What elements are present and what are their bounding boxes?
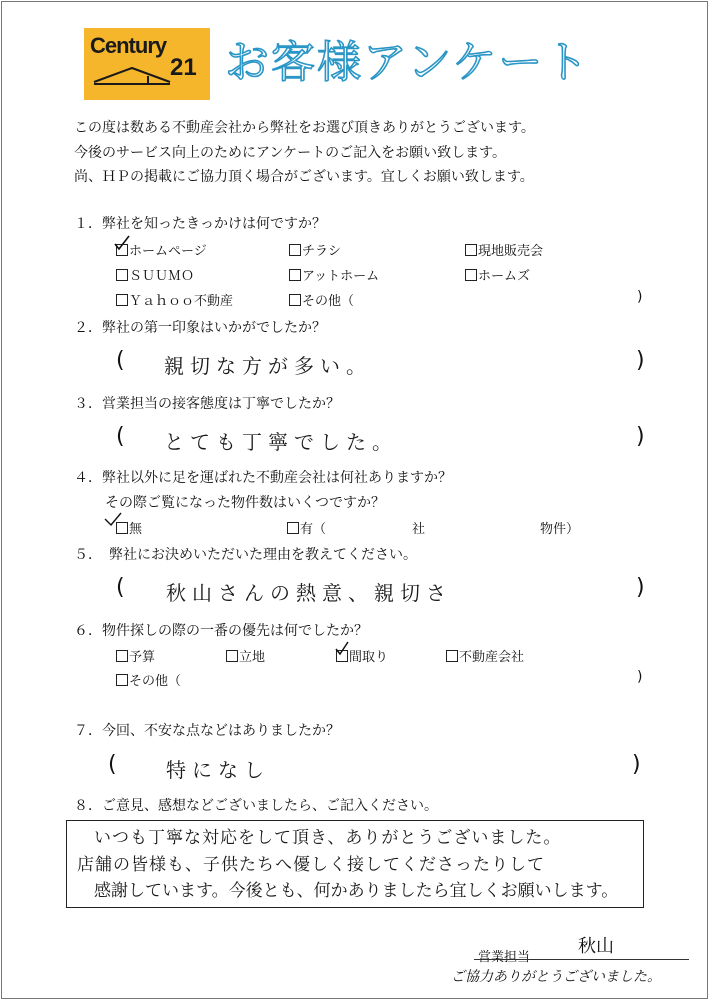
house-roof-icon xyxy=(92,64,172,86)
checkbox[interactable] xyxy=(226,650,238,662)
comment-line-3: 感謝しています。今後とも、何かありましたら宜しくお願いします。 xyxy=(94,881,619,901)
q1-option-flyer[interactable]: チラシ xyxy=(289,240,341,259)
checkmark-icon xyxy=(103,511,123,527)
intro-line-1: この度は数ある不動産会社から弊社をお選び頂きありがとうございます。 xyxy=(74,120,535,136)
q2-open-paren: ( xyxy=(116,348,125,373)
intro-line-2: 今後のサービス向上のためにアンケートのご記入をお願い致します。 xyxy=(74,145,507,161)
comment-line-2: 店舗の皆様も、子供たちへ優しく接してくださったりして xyxy=(77,855,545,875)
q1-option-open-house[interactable]: 現地販売会 xyxy=(465,240,543,259)
q5-answer[interactable]: 秋山さんの熱意、親切さ xyxy=(166,581,452,605)
q1-close-paren: ) xyxy=(637,289,643,305)
q4-option-yes[interactable]: 有（ xyxy=(287,518,326,537)
checkmark-icon xyxy=(113,234,131,252)
q4-property-unit: 物件） xyxy=(540,522,580,537)
rep-label: 営業担当 xyxy=(478,950,531,965)
century21-logo xyxy=(84,28,210,100)
q3-question: ３．営業担当の接客態度は丁寧でしたか？ xyxy=(74,396,340,412)
checkbox[interactable] xyxy=(289,269,301,281)
intro-line-3: 尚、ＨＰの掲載にご協力頂く場合がございます。宜しくお願い致します。 xyxy=(74,169,534,185)
q6-option-other[interactable]: その他（ xyxy=(116,670,181,689)
q8-question: ８．ご意見、感想などございましたら、ご記入ください。 xyxy=(74,798,438,814)
checkbox[interactable] xyxy=(116,294,128,306)
q4-question-2: その際ご覧になった物件数はいくつですか？ xyxy=(105,495,385,511)
q3-answer[interactable]: とても丁寧でした。 xyxy=(164,430,398,454)
q1-option-athome[interactable]: アットホーム xyxy=(289,265,379,284)
logo-word: Century xyxy=(90,33,167,58)
q1-option-homes[interactable]: ホームズ xyxy=(465,265,530,284)
q6-option-company[interactable]: 不動産会社 xyxy=(446,646,524,665)
page-title: お客様アンケート xyxy=(225,37,591,88)
checkbox[interactable] xyxy=(116,269,128,281)
q1-question: １．弊社を知ったきっかけは何ですか？ xyxy=(74,216,326,232)
checkbox[interactable] xyxy=(116,674,128,686)
q6-option-floorplan[interactable]: 間取り xyxy=(336,646,388,665)
logo-number: 21 xyxy=(170,54,197,81)
q5-open-paren: ( xyxy=(116,575,125,600)
checkbox[interactable] xyxy=(446,650,458,662)
q4-option-none[interactable]: 無 xyxy=(116,518,142,537)
q1-option-other[interactable]: その他（ xyxy=(289,290,354,309)
q2-answer[interactable]: 親切な方が多い。 xyxy=(164,354,372,378)
rep-signature: 秋山 xyxy=(578,936,614,957)
q2-question: ２．弊社の第一印象はいかがでしたか？ xyxy=(74,320,326,336)
q6-question: ６．物件探しの際の一番の優先は何でしたか？ xyxy=(74,623,368,639)
q4-question: ４．弊社以外に足を運ばれた不動産会社は何社ありますか？ xyxy=(74,470,452,486)
checkmark-icon xyxy=(334,640,350,656)
checkbox[interactable] xyxy=(465,244,477,256)
q5-question: ５． 弊社にお決めいただいた理由を教えてください。 xyxy=(74,547,417,563)
comment-line-1: いつも丁寧な対応をして頂き、ありがとうございました。 xyxy=(94,828,562,848)
q1-option-suumo[interactable]: ＳＵＵＭＯ xyxy=(116,265,194,284)
checkbox[interactable] xyxy=(116,650,128,662)
checkbox[interactable] xyxy=(465,269,477,281)
checkbox[interactable] xyxy=(287,522,299,534)
q7-close-paren: ) xyxy=(632,752,641,777)
q1-option-yahoo[interactable]: Ｙａｈｏｏ不動産 xyxy=(116,290,233,309)
q6-option-location[interactable]: 立地 xyxy=(226,646,265,665)
rep-underline xyxy=(474,959,689,960)
checkbox[interactable] xyxy=(289,244,301,256)
q7-open-paren: ( xyxy=(108,752,117,777)
q3-open-paren: ( xyxy=(116,424,125,449)
q1-option-homepage[interactable]: ホームページ xyxy=(116,240,207,259)
q7-answer[interactable]: 特になし xyxy=(166,758,270,782)
checkbox[interactable] xyxy=(289,294,301,306)
q6-close-paren: ) xyxy=(637,669,643,685)
q6-option-budget[interactable]: 予算 xyxy=(116,646,155,665)
q4-company-unit: 社 xyxy=(412,522,426,537)
thanks-text: ご協力ありがとうございました。 xyxy=(451,969,661,985)
q3-close-paren: ) xyxy=(636,424,645,449)
q7-question: ７．今回、不安な点などはありましたか？ xyxy=(74,723,340,739)
q2-close-paren: ) xyxy=(636,348,645,373)
q5-close-paren: ) xyxy=(636,575,645,600)
